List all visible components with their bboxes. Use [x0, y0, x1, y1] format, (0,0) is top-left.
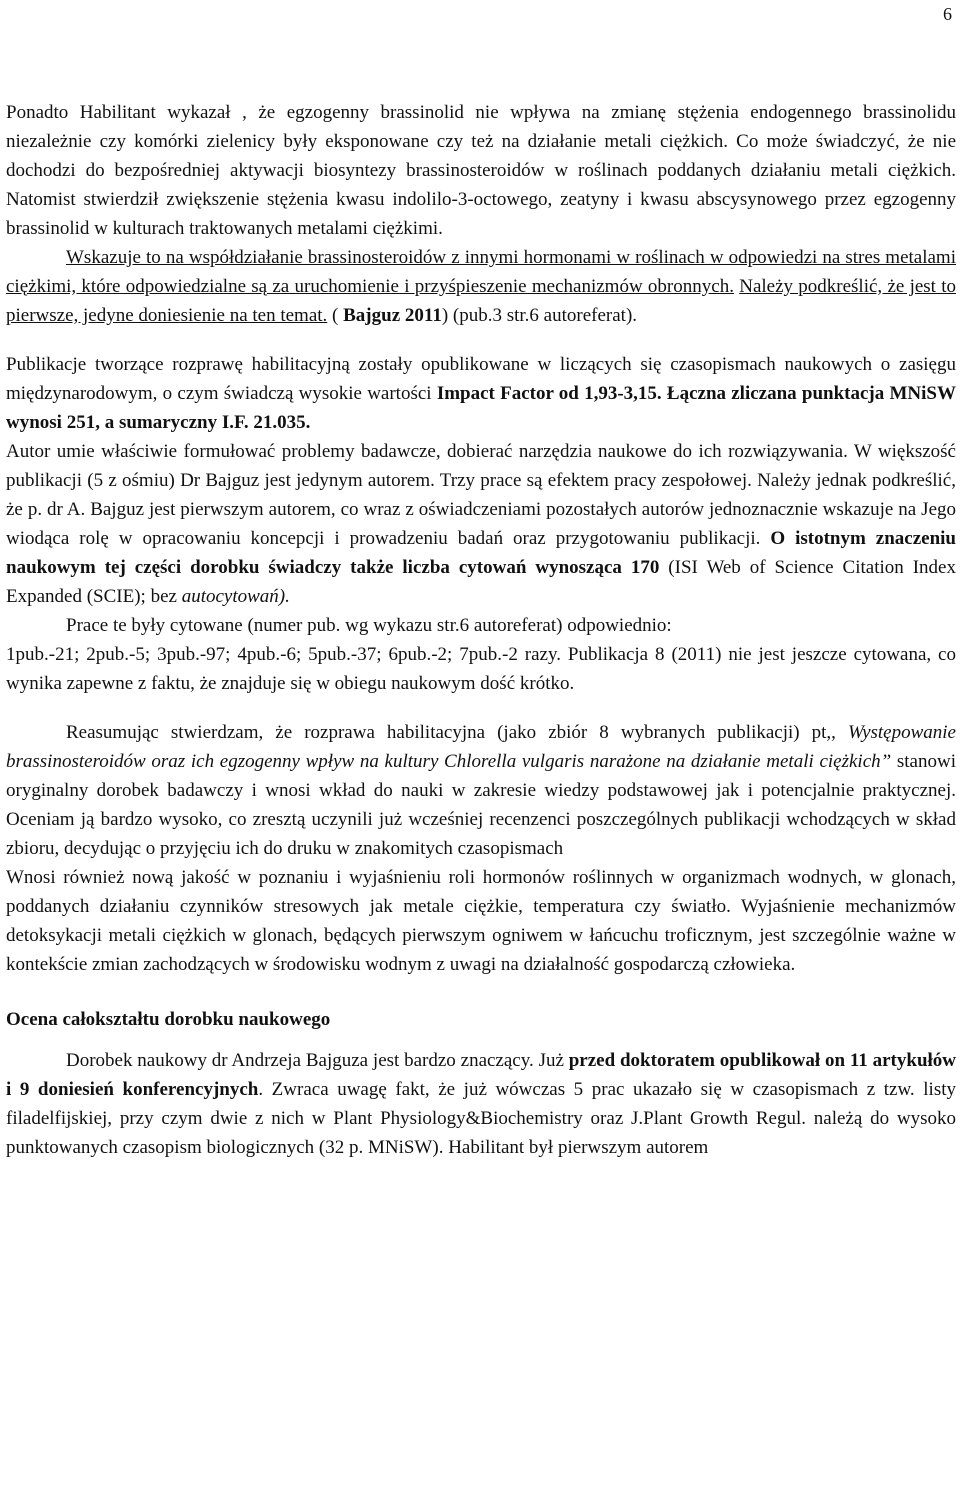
paragraph-publications [6, 350, 956, 437]
underlined-first-report: Należy podkreślić, że jest to pierwsze, jedyne doniesienie na ten temat. [6, 276, 956, 326]
paragraph-overall-assessment [6, 1046, 956, 1162]
impact-factor-summary: Impact Factor od 1,93-3,15. Łączna zliczana punktacja MNiSW wynosi 251, a sumaryczny I.F. 21.035. [6, 383, 956, 433]
page-number: 6 [943, 4, 952, 24]
paragraph-interaction [6, 243, 956, 330]
paragraph-summary [6, 718, 956, 863]
citations-italic: autocytowań). [181, 586, 290, 607]
citations-source: (ISI Web of Science Citation Index Expanded (SCIE); bez [6, 557, 956, 607]
paragraph-citations-intro: Prace te były cytowane (numer pub. wg wykazu str.6 autoreferat) odpowiednio: [66, 615, 672, 636]
sentence-increase: Natomist stwierdził zwiększenie stężenia kwasu indolilo-3-octowego, zeatyny i kwasu abscysynowego przez egzogenny brassinolid w kulturach traktowanych metalami ciężkimi. [6, 189, 956, 239]
paragraph-citations-list: 1pub.-21; 2pub.-5; 3pub.-97; 4pub.-6; 5pub.-37; 6pub.-2; 7pub.-2 razy. Publikacja 8 (2011) nie jest jeszcze cytowana, co wynika zapewne z faktu, że znajduje się w obiegu naukowym dość krótko. [6, 644, 956, 694]
assessment-text-2: . Zwraca uwagę fakt, że już wówczas 5 prac ukazało się w czasopismach z tzw. listy filadelfijskiej, przy czym dwie z nich w Plant Physiology&Biochemistry oraz J.Plant Growth Regul. należą do wysoko punktowanych czasopism biologicznych (32 p. MNiSW). Habilitant był pierwszym autorem [6, 1079, 956, 1158]
sentence-no-effect: Ponadto Habilitant wykazał , że egzogenny brassinolid nie wpływa na zmianę stężenia endogennego brassinolidu niezależnie czy komórki zielenicy były eksponowane czy też na działanie metali ciężkich. [6, 102, 956, 152]
section-heading: Ocena całokształtu dorobku naukowego [6, 1009, 331, 1030]
assessment-text-1: Dorobek naukowy dr Andrzeja Bajguza jest bardzo znaczący. Już [66, 1050, 569, 1071]
paragraph-hormone-levels [6, 98, 956, 243]
summary-text-1: Reasumując stwierdzam, że rozprawa habilitacyjna (jako zbiór 8 wybranych publikacji) pt,, [66, 722, 848, 743]
ref-tail: ) (pub.3 str.6 autoreferat). [441, 305, 638, 326]
sentence-no-activation: Co może świadczyć, że nie dochodzi do bezpośredniej aktywacji biosyntezy brassinosteroidów w roślinach poddanych działaniu metali ciężkich. [6, 131, 957, 181]
citations-bold: O istotnym znaczeniu naukowym tej części dorobku świadczy także liczba cytowań wynosząca 170 [6, 528, 956, 578]
pre-doctorate-bold: przed doktoratem opublikował on 11 artykułów i 9 doniesień konferencyjnych [6, 1050, 957, 1100]
ref-open: ( [327, 305, 344, 326]
paragraph-authorship [6, 437, 956, 611]
summary-text-2: stanowi oryginalny dorobek badawczy i wnosi wkład do nauki w zakresie wiedzy podstawowej jak i potencjalnie praktycznej. Oceniam ją bardzo wysoko, co zresztą uczynili już wcześniej recenzenci poszczególnych publikacji wchodzących w skład zbioru, decydując o przyjęciu ich do druku w znakomitych czasopismach [6, 751, 956, 859]
reference-bajguz-2011: Bajguz 2011 [343, 305, 442, 326]
underlined-interaction: Wskazuje to na współdziałanie brassinosteroidów z innymi hormonami w roślinach w odpowiedzi na stres metalami ciężkimi, które odpowiedzialne są za uruchomienie i przyśpieszenie mechanizmów obronnych. [6, 247, 956, 297]
dissertation-title: Występowanie brassinosteroidów oraz ich egzogenny wpływ na kultury Chlorella vulgaris narażone na działanie metali ciężkich” [6, 722, 956, 772]
authorship-text: Autor umie właściwie formułować problemy badawcze, dobierać narzędzia naukowe do ich rozwiązywania. W większość publikacji (5 z ośmiu) Dr Bajguz jest jedynym autorem. Trzy prace są efektem pracy zespołowej. Należy jednak podkreślić, że p. dr A. Bajguz jest pierwszym autorem, co wraz z oświadczeniami pozostałych autorów jednoznacznie wskazuje na Jego wiodąca rolę w opracowaniu koncepcji i prowadzeniu badań oraz przygotowaniu publikacji. [6, 441, 956, 549]
paragraph-contribution: Wnosi również nową jakość w poznaniu i wyjaśnieniu roli hormonów roślinnych w organizmach wodnych, w glonach, poddanych działaniu czynników stresowych jak metale ciężkie, temperatura czy światło. Wyjaśnienie mechanizmów detoksykacji metali ciężkich w glonach, będących pierwszym ogniwem w łańcuchu troficznym, jest szczególnie ważne w kontekście zmian zachodzących w środowisku wodnym z uwagi na działalność gospodarczą człowieka. [6, 867, 956, 975]
publications-text: Publikacje tworzące rozprawę habilitacyjną zostały opublikowane w liczących się czasopismach naukowych o zasięgu międzynarodowym, o czym świadczą wysokie wartości [6, 354, 956, 404]
document-body [6, 98, 956, 1162]
